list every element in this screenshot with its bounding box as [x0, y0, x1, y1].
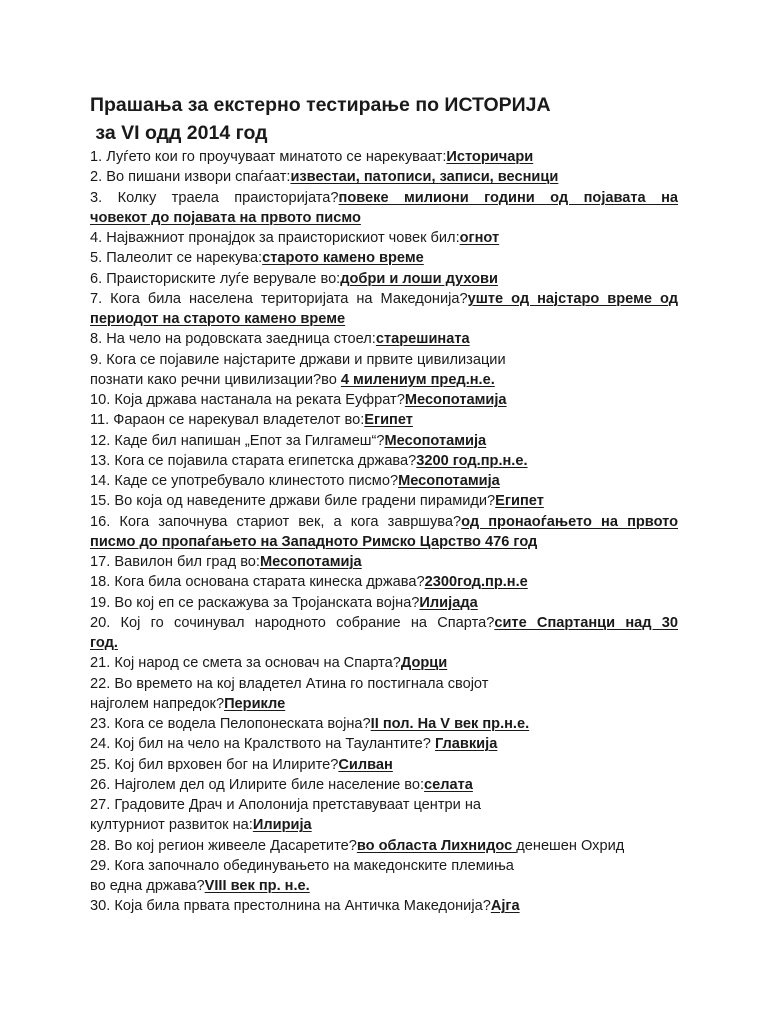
question-line — [90, 856, 678, 876]
question-text: 26. Најголем дел од Илирите биле население во: — [90, 776, 425, 793]
question-line — [90, 674, 678, 694]
question-line — [90, 410, 678, 430]
question-line — [90, 593, 678, 613]
question-line — [90, 896, 678, 916]
answer-text: од пронаоѓањето на првото — [461, 513, 678, 530]
answer-text: Египет — [495, 493, 544, 510]
answer-text: Египет — [364, 412, 413, 429]
question-text: културниот развиток на: — [90, 817, 253, 834]
question-text: 17. Вавилон бил град во: — [90, 554, 260, 570]
answer-text: Месопотамија — [384, 432, 487, 449]
question-text: 4. Најважниот пронајдок за праисторискиот човек бил: — [90, 230, 460, 246]
question-text: 24. Кој бил на чело на Кралството на Таулантите? — [90, 736, 435, 753]
document-title-line-1: Прашања за екстерно тестирање по ИСТОРИЈА — [90, 94, 551, 116]
question-line — [90, 755, 678, 775]
answer-text: 3200 год.пр.н.е. — [416, 452, 528, 469]
answer-note: денешен Охрид — [516, 837, 625, 854]
answer-text: известаи, патописи, записи, весници — [290, 169, 559, 186]
question-text: 9. Кога се појавиле најстарите држави и првите цивилизации — [90, 351, 506, 368]
question-line — [90, 775, 678, 795]
question-line — [90, 795, 678, 815]
question-list — [90, 147, 678, 917]
answer-text: Силван — [338, 756, 393, 773]
question-line — [90, 289, 678, 309]
answer-text: Месопотамија — [404, 392, 507, 408]
answer-text: Перикле — [224, 695, 286, 712]
question-line — [90, 491, 678, 511]
question-text: 2. Во пишани извори спаѓаат: — [90, 169, 291, 186]
question-text: 10. Која држава настанала на реката Еуфрат? — [90, 392, 405, 408]
question-line — [90, 734, 678, 754]
question-line — [90, 167, 678, 187]
question-line — [90, 370, 678, 390]
question-text: 5. Палеолит се нарекува: — [90, 250, 263, 267]
question-text: 15. Во која од наведените држави биле градени пирамиди? — [90, 493, 496, 510]
answer-text: 2300год.пр.н.е — [424, 574, 528, 591]
question-text: 7. Кога била населена територијата на Македонија? — [90, 290, 468, 307]
answer-text: добри и лоши духови — [340, 270, 498, 287]
question-text: 30. Која била првата престолнина на Античка Македонија? — [90, 898, 491, 915]
question-line — [90, 613, 678, 633]
question-line — [90, 633, 678, 653]
answer-text: Дорци — [400, 655, 448, 672]
answer-text: старешината — [375, 331, 470, 348]
question-line — [90, 390, 678, 410]
answer-text: огнот — [459, 230, 500, 246]
question-line — [90, 512, 678, 532]
answer-text: старото камено време — [262, 250, 424, 267]
question-text: 19. Во кој еп се раскажува за Тројанската војна? — [90, 594, 420, 611]
question-text: 25. Кој бил врховен бог на Илирите? — [90, 756, 339, 773]
question-text: 20. Кој го сочинувал народното собрание на Спарта? — [90, 614, 495, 631]
question-line — [90, 350, 678, 370]
question-text: најголем напредок? — [90, 695, 225, 712]
question-text: 12. Каде бил напишан „Епот за Гилгамеш“? — [90, 432, 385, 449]
question-text: 1. Луѓето кои го проучуваат минатото се нарекуваат: — [90, 149, 447, 165]
question-text: 28. Во кој регион живееле Дасаретите? — [90, 837, 357, 854]
question-text: познати како речни цивилизации?во — [90, 371, 341, 388]
question-text: 29. Кога започнало обединувањето на македонските племиња — [90, 857, 514, 874]
question-text: 27. Градовите Драч и Аполонија претставуваат центри на — [90, 797, 482, 813]
answer-text: VIII век пр. н.е. — [204, 878, 310, 894]
question-line — [90, 309, 678, 329]
question-text: 3. Колку траела праисторијата? — [90, 189, 339, 206]
question-text: 8. На чело на родовската заедница стоел: — [90, 331, 376, 348]
question-line — [90, 815, 678, 835]
question-text: 11. Фараон се нарекувал владетелот во: — [90, 412, 365, 429]
question-text: 6. Праисториските луѓе верувале во: — [90, 270, 341, 287]
answer-text: Месопотамија — [259, 554, 362, 570]
answer-text: Ајга — [490, 898, 520, 915]
answer-text: 4 милениум пред.н.е. — [340, 371, 495, 388]
question-text: 16. Кога започнува стариот век, а кога завршува? — [90, 513, 462, 530]
question-text: 14. Каде се употребувало клинестото писмо? — [90, 473, 399, 489]
question-line — [90, 248, 678, 268]
question-line — [90, 208, 678, 228]
question-text: 18. Кога била основана старата кинеска држава? — [90, 574, 425, 591]
answer-text: човекот до појавата на првото писмо — [90, 209, 361, 226]
question-line — [90, 228, 678, 248]
answer-text: Главкија — [434, 736, 498, 753]
question-line — [90, 836, 678, 856]
answer-text: год. — [90, 635, 118, 651]
question-line — [90, 147, 678, 167]
question-line — [90, 714, 678, 734]
answer-text: писмо до пропаѓањето на Западното Римско Царство 476 год — [90, 533, 538, 550]
question-line — [90, 188, 678, 208]
question-line — [90, 471, 678, 491]
question-line — [90, 532, 678, 552]
question-text: во една држава? — [90, 878, 205, 894]
answer-text: II пол. На V век пр.н.е. — [370, 716, 530, 732]
question-text: 22. Во времето на кој владетел Атина го постигнала својот — [90, 675, 489, 692]
answer-text: Месопотамија — [398, 473, 500, 489]
question-text: 13. Кога се појавила старата египетска држава? — [90, 452, 417, 469]
question-line — [90, 876, 678, 896]
question-line — [90, 431, 678, 451]
question-line — [90, 269, 678, 289]
answer-text: Историчари — [446, 149, 534, 165]
answer-text: селата — [424, 776, 473, 793]
question-line — [90, 552, 678, 572]
question-text: 23. Кога се водела Пелопонеската војна? — [90, 716, 371, 732]
question-text: 21. Кој народ се смета за основач на Спарта? — [90, 655, 401, 672]
answer-text: уште од најстаро време од — [467, 290, 678, 307]
question-line — [90, 451, 678, 471]
answer-text: повеке милиони години од појавата на — [338, 189, 678, 206]
question-line — [90, 572, 678, 592]
question-line — [90, 329, 678, 349]
document-title-line-2: за VI одд 2014 год — [90, 122, 268, 144]
answer-text: во областа Лихнидос — [356, 837, 517, 854]
answer-text: периодот на старото камено време — [90, 311, 346, 327]
answer-text: сите Спартанци над 30 — [494, 614, 679, 631]
question-line — [90, 694, 678, 714]
question-line — [90, 653, 678, 673]
answer-text: Илирија — [252, 817, 312, 834]
answer-text: Илијада — [419, 594, 478, 611]
